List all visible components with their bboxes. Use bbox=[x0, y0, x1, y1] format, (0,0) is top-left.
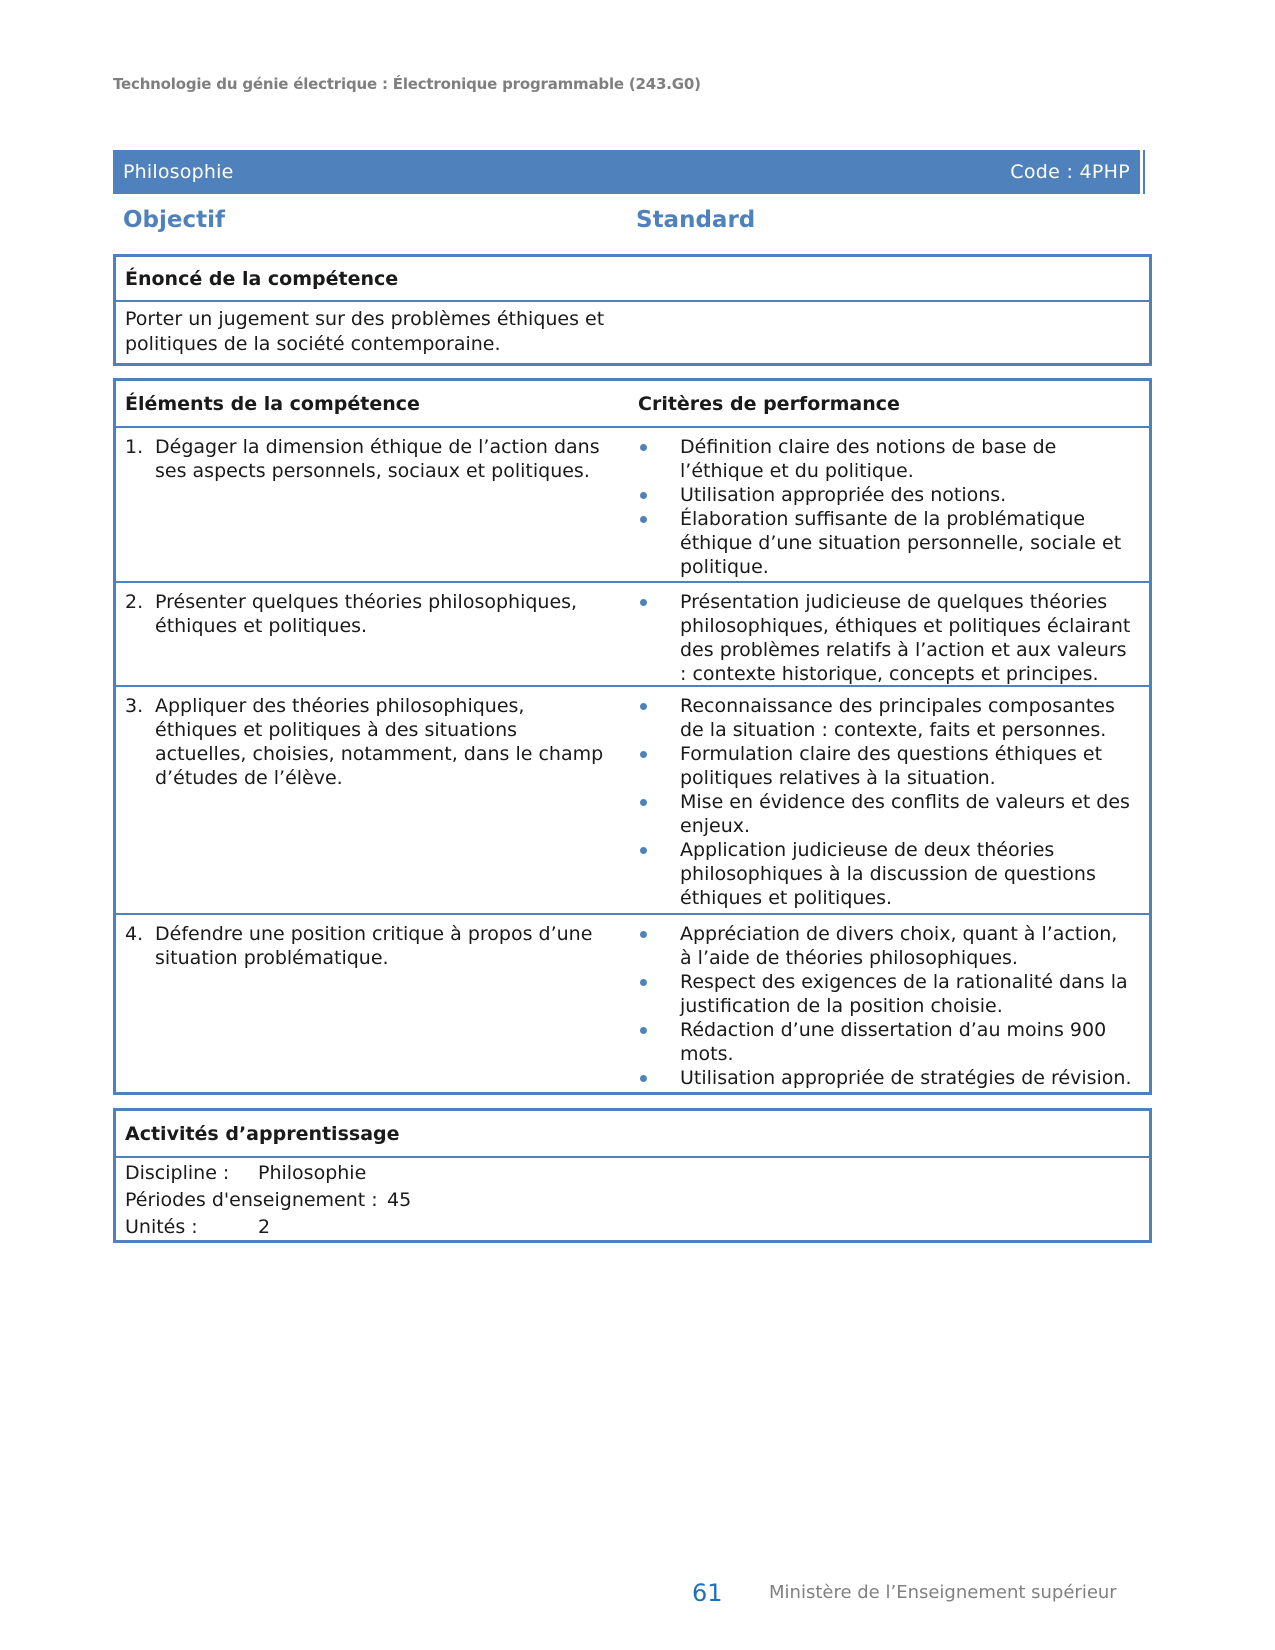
element-cell bbox=[125, 435, 605, 483]
bullet-icon bbox=[640, 703, 647, 710]
element-cell bbox=[125, 694, 605, 790]
criteria-heading: Critères de performance bbox=[638, 393, 900, 415]
running-header: Technologie du génie électrique : Électronique programmable (243.G0) bbox=[113, 75, 701, 93]
footer-publisher: Ministère de l’Enseignement supérieur bbox=[769, 1582, 1117, 1603]
unites-row bbox=[125, 1214, 1140, 1241]
table-row bbox=[116, 426, 1149, 581]
course-title: Philosophie bbox=[123, 161, 234, 183]
criterion-item: Utilisation appropriée de stratégies de révision. bbox=[638, 1066, 1133, 1090]
elements-table bbox=[113, 378, 1152, 1095]
bullet-icon bbox=[640, 799, 647, 806]
page-number: 61 bbox=[692, 1579, 723, 1607]
element-number: 3. bbox=[125, 695, 144, 717]
activites-box bbox=[113, 1108, 1152, 1243]
criterion-item: Respect des exigences de la rationalité dans la justification de la position choisie. bbox=[638, 970, 1133, 1018]
element-number: 1. bbox=[125, 436, 144, 458]
element-text: Appliquer des théories philosophiques, éthiques et politiques à des situations actuelles, choisies, notamment, dans le champ d’études de l’élève. bbox=[155, 695, 604, 789]
table-row bbox=[116, 581, 1149, 685]
bullet-icon bbox=[640, 516, 647, 523]
bullet-icon bbox=[640, 1075, 647, 1082]
criterion-item: Appréciation de divers choix, quant à l’action, à l’aide de théories philosophiques. bbox=[638, 922, 1133, 970]
periodes-label: Périodes d'enseignement : bbox=[125, 1189, 378, 1211]
element-cell bbox=[125, 922, 605, 970]
bullet-icon bbox=[640, 1027, 647, 1034]
criterion-item: Application judicieuse de deux théories philosophiques à la discussion de questions éthiques et politiques. bbox=[638, 838, 1133, 910]
criterion-item: Mise en évidence des conflits de valeurs et des enjeux. bbox=[638, 790, 1133, 838]
periodes-row bbox=[125, 1187, 1140, 1214]
table-row bbox=[116, 913, 1149, 1092]
unites-label: Unités : bbox=[125, 1216, 198, 1238]
criteria-cell bbox=[638, 435, 1133, 579]
bullet-icon bbox=[640, 979, 647, 986]
criterion-item: Élaboration suffisante de la problématique éthique d’une situation personnelle, sociale et politique. bbox=[638, 507, 1133, 579]
element-text: Présenter quelques théories philosophiques, éthiques et politiques. bbox=[155, 591, 578, 637]
criterion-item: Définition claire des notions de base de l’éthique et du politique. bbox=[638, 435, 1133, 483]
periodes-value: 45 bbox=[387, 1189, 412, 1211]
enonce-heading: Énoncé de la compétence bbox=[125, 268, 399, 290]
bullet-icon bbox=[640, 492, 647, 499]
objectif-heading: Objectif bbox=[123, 207, 226, 233]
elements-heading: Éléments de la compétence bbox=[125, 393, 420, 415]
bullet-icon bbox=[640, 444, 647, 451]
enonce-text bbox=[116, 302, 614, 362]
bullet-icon bbox=[640, 751, 647, 758]
element-text: Défendre une position critique à propos d’une situation problématique. bbox=[155, 923, 593, 969]
enonce-box bbox=[113, 254, 1152, 366]
criterion-item: Utilisation appropriée des notions. bbox=[638, 483, 1133, 507]
discipline-label: Discipline : bbox=[125, 1162, 230, 1184]
element-text: Dégager la dimension éthique de l’action dans ses aspects personnels, sociaux et politiques. bbox=[155, 436, 600, 482]
activites-heading: Activités d’apprentissage bbox=[125, 1123, 400, 1145]
criteria-cell bbox=[638, 922, 1133, 1090]
criteria-cell bbox=[638, 694, 1133, 910]
course-code: Code : 4PHP bbox=[1010, 161, 1130, 183]
element-cell bbox=[125, 590, 605, 638]
bullet-icon bbox=[640, 847, 647, 854]
enonce-line: Porter un jugement sur des problèmes éthiques et bbox=[125, 308, 605, 330]
criterion-item: Formulation claire des questions éthiques et politiques relatives à la situation. bbox=[638, 742, 1133, 790]
criterion-item: Rédaction d’une dissertation d’au moins 900 mots. bbox=[638, 1018, 1133, 1066]
bullet-icon bbox=[640, 599, 647, 606]
course-title-bar bbox=[113, 150, 1143, 194]
bullet-icon bbox=[640, 931, 647, 938]
unites-value: 2 bbox=[258, 1216, 271, 1238]
discipline-row bbox=[125, 1160, 1140, 1187]
elements-table-header bbox=[116, 381, 1149, 426]
criteria-cell bbox=[638, 590, 1133, 686]
column-headings bbox=[113, 207, 1152, 239]
discipline-value: Philosophie bbox=[258, 1162, 367, 1184]
element-number: 4. bbox=[125, 923, 144, 945]
element-number: 2. bbox=[125, 591, 144, 613]
activites-details bbox=[116, 1158, 1149, 1243]
standard-heading: Standard bbox=[636, 207, 756, 233]
table-row bbox=[116, 685, 1149, 913]
enonce-line: politiques de la société contemporaine. bbox=[125, 333, 501, 355]
criterion-item: Présentation judicieuse de quelques théories philosophiques, éthiques et politiques éclairant des problèmes relatifs à l’action et aux valeurs : contexte historique, concepts et principes. bbox=[638, 590, 1133, 686]
criterion-item: Reconnaissance des principales composantes de la situation : contexte, faits et personnes. bbox=[638, 694, 1133, 742]
